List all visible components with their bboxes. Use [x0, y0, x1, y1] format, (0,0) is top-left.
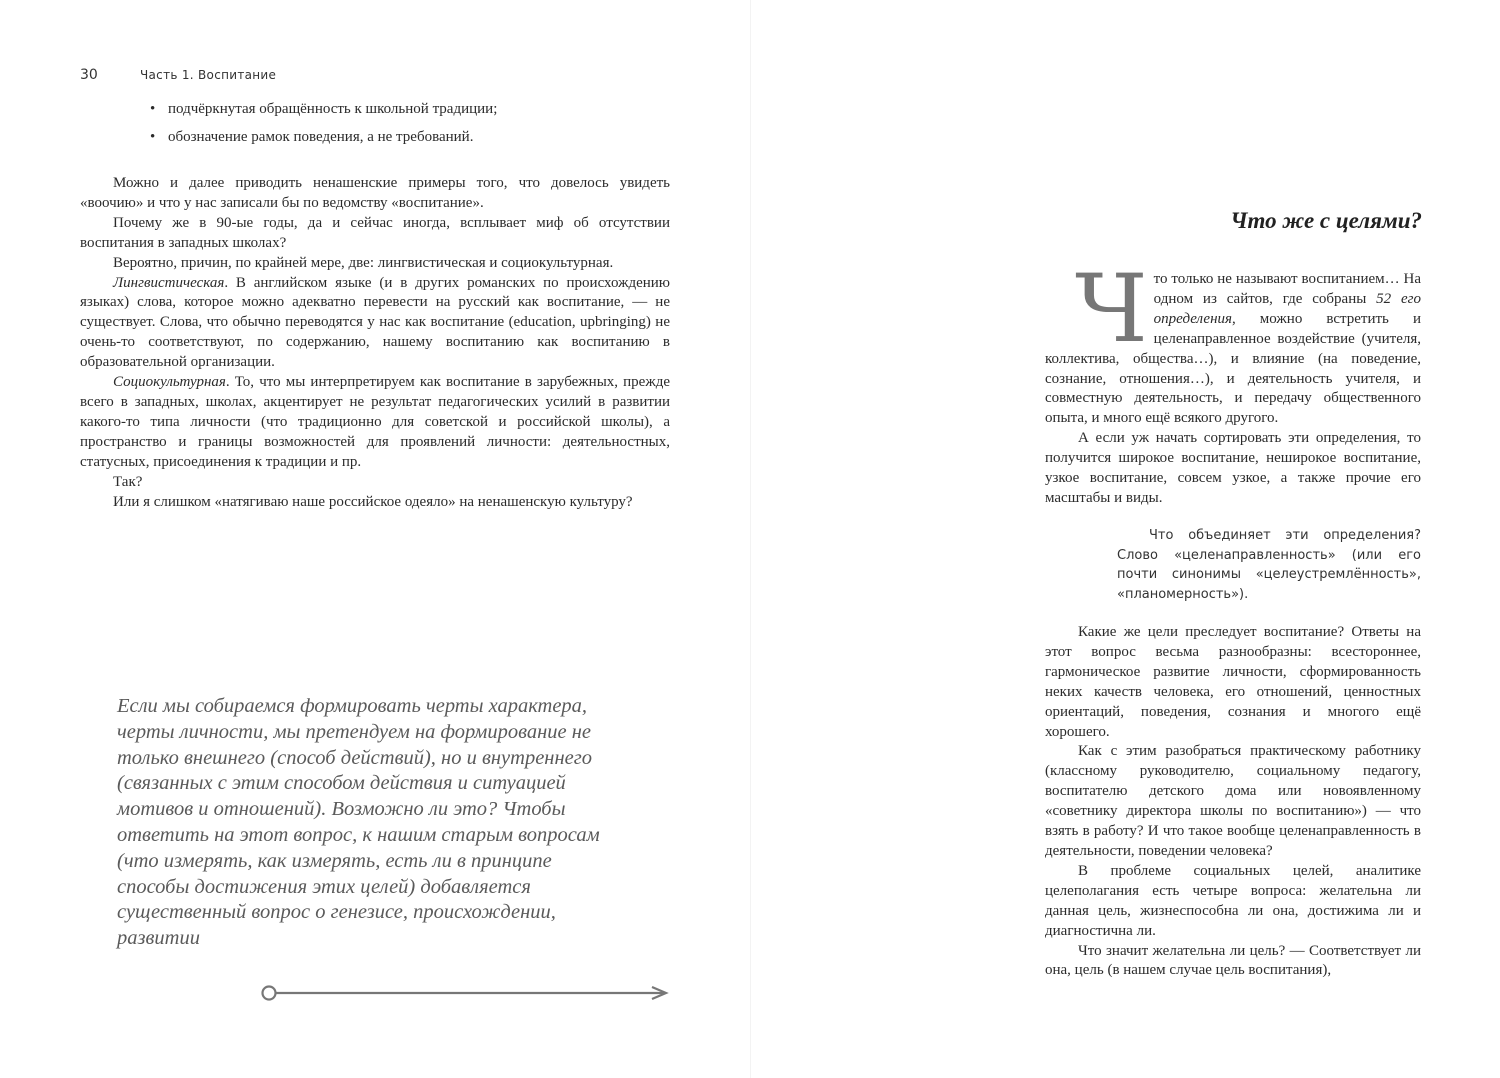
bullet-item	[148, 127, 688, 147]
paragraph-text: то только не называют воспитанием… На одном из сайтов, где собраны	[1153, 271, 1421, 307]
paragraph-text: , можно встретить и целенаправленное воздействие (учителя, коллектива, общества…), и влияние (на поведение, сознание, отношения…), и деятельность учителя, и совместную деятельность, и передачу общественного опыта, и много ещё всякого другого.	[1045, 310, 1421, 427]
term-sociocultural: Социокультурная	[113, 374, 226, 391]
pull-quote: Если мы собираемся формировать черты характера, черты личности, мы претендуем на формирование не только внешнего (способ действий), но и внутреннего (связанных с этим способом действия и ситуацией мотивов и отношений). Возможно ли это? Чтобы ответить на этот вопрос, к нашим старым вопросам (что измерять, как измерять, есть ли в принципе способы достижения этих целей) добавляется существенный вопрос о генезисе, происхождении, развитии	[117, 695, 600, 950]
bullet-text: подчёркнутая обращённость к школьной традиции;	[168, 101, 498, 117]
note-text: Что объединяет эти определения? Слово «целенаправленность» (или его почти синонимы «целеустремлённость», «планомерность»).	[1117, 528, 1421, 602]
bullet-icon: •	[150, 129, 156, 145]
bullet-item	[148, 99, 688, 119]
emphasis: 52 его определения	[1153, 290, 1421, 327]
page-gutter	[750, 0, 751, 1078]
paragraph-text: . В английском языке (и в других романских по происхождению языках) слова, которое можно адекватно перевести на русский как воспитание, — не существует. Слова, что обычно переводятся у нас как воспитание (education, upbringing) не очень-то соответствуют, по содержанию, нашему воспитанию как воспитанию в образовательной организации.	[80, 274, 670, 371]
paragraph	[1045, 255, 1421, 429]
paragraph	[80, 373, 670, 473]
paragraph: А если уж начать сортировать эти определения, то получится широкое воспитание, неширокое воспитание, узкое воспитание, совсем узкое, а также прочие его масштабы и виды.	[1045, 430, 1421, 506]
bullet-icon: •	[150, 101, 156, 117]
paragraph: Или я слишком «натягиваю наше российское одеяло» на ненашенскую культуру?	[113, 493, 633, 510]
left-body-text	[80, 174, 670, 512]
right-body-text	[1045, 255, 1421, 509]
page-number: 30	[80, 67, 98, 83]
term-linguistic: Лингвистическая	[113, 274, 225, 291]
paragraph: В проблеме социальных целей, аналитике целеполагания есть четыре вопроса: желательна ли данная цель, жизнеспособна ли она, достижима ли и диагностична ли.	[1045, 862, 1421, 939]
paragraph: Почему же в 90-ые годы, да и сейчас иногда, всплывает миф об отсутствии воспитания в западных школах?	[80, 214, 670, 251]
paragraph: Как с этим разобраться практическому работнику (классному руководителю, социальному педагогу, воспитателю детского дома или новоявленному «советнику директора школы по воспитанию») — что взять в работу? И что такое вообще целенаправленность в деятельности, поведении человека?	[1045, 743, 1421, 859]
drop-cap: Ч	[1075, 255, 1148, 364]
section-title: Что же с целями?	[1230, 208, 1422, 233]
paragraph: Что значит желательна ли цель? — Соответствует ли она, цель (в нашем случае цель воспитания),	[1045, 942, 1421, 979]
right-body-text-continued	[1045, 623, 1421, 981]
paragraph: Вероятно, причин, по крайней мере, две: лингвистическая и социокультурная.	[113, 254, 614, 271]
paragraph-text: . То, что мы интерпретируем как воспитание в зарубежных, прежде всего в западных, школах, акцентирует не результат педагогических усилий в развитии какого-то типа личности (что традиционно для советской и российской школы), а пространство и границы возможностей для проявлений личности: деятельностных, статусных, присоединения к традиции и пр.	[80, 374, 670, 470]
paragraph: Какие же цели преследует воспитание? Ответы на этот вопрос весьма разнообразны: всестороннее, гармоническое развитие личности, сформированность неких качеств человека, его отношений, ценностных ориентаций, поведения, сознания и многого ещё хорошего.	[1045, 624, 1421, 740]
bullet-text: обозначение рамок поведения, а не требований.	[168, 129, 474, 145]
side-note	[1117, 526, 1421, 604]
paragraph: Так?	[113, 473, 143, 490]
running-head: Часть 1. Воспитание	[140, 68, 277, 82]
arrow-icon	[258, 982, 678, 1004]
paragraph: Можно и далее приводить ненашенские примеры того, что довелось увидеть «воочию» и что у нас записали бы по ведомству «воспитание».	[80, 175, 670, 211]
bullet-list	[148, 99, 688, 155]
paragraph	[80, 274, 670, 374]
